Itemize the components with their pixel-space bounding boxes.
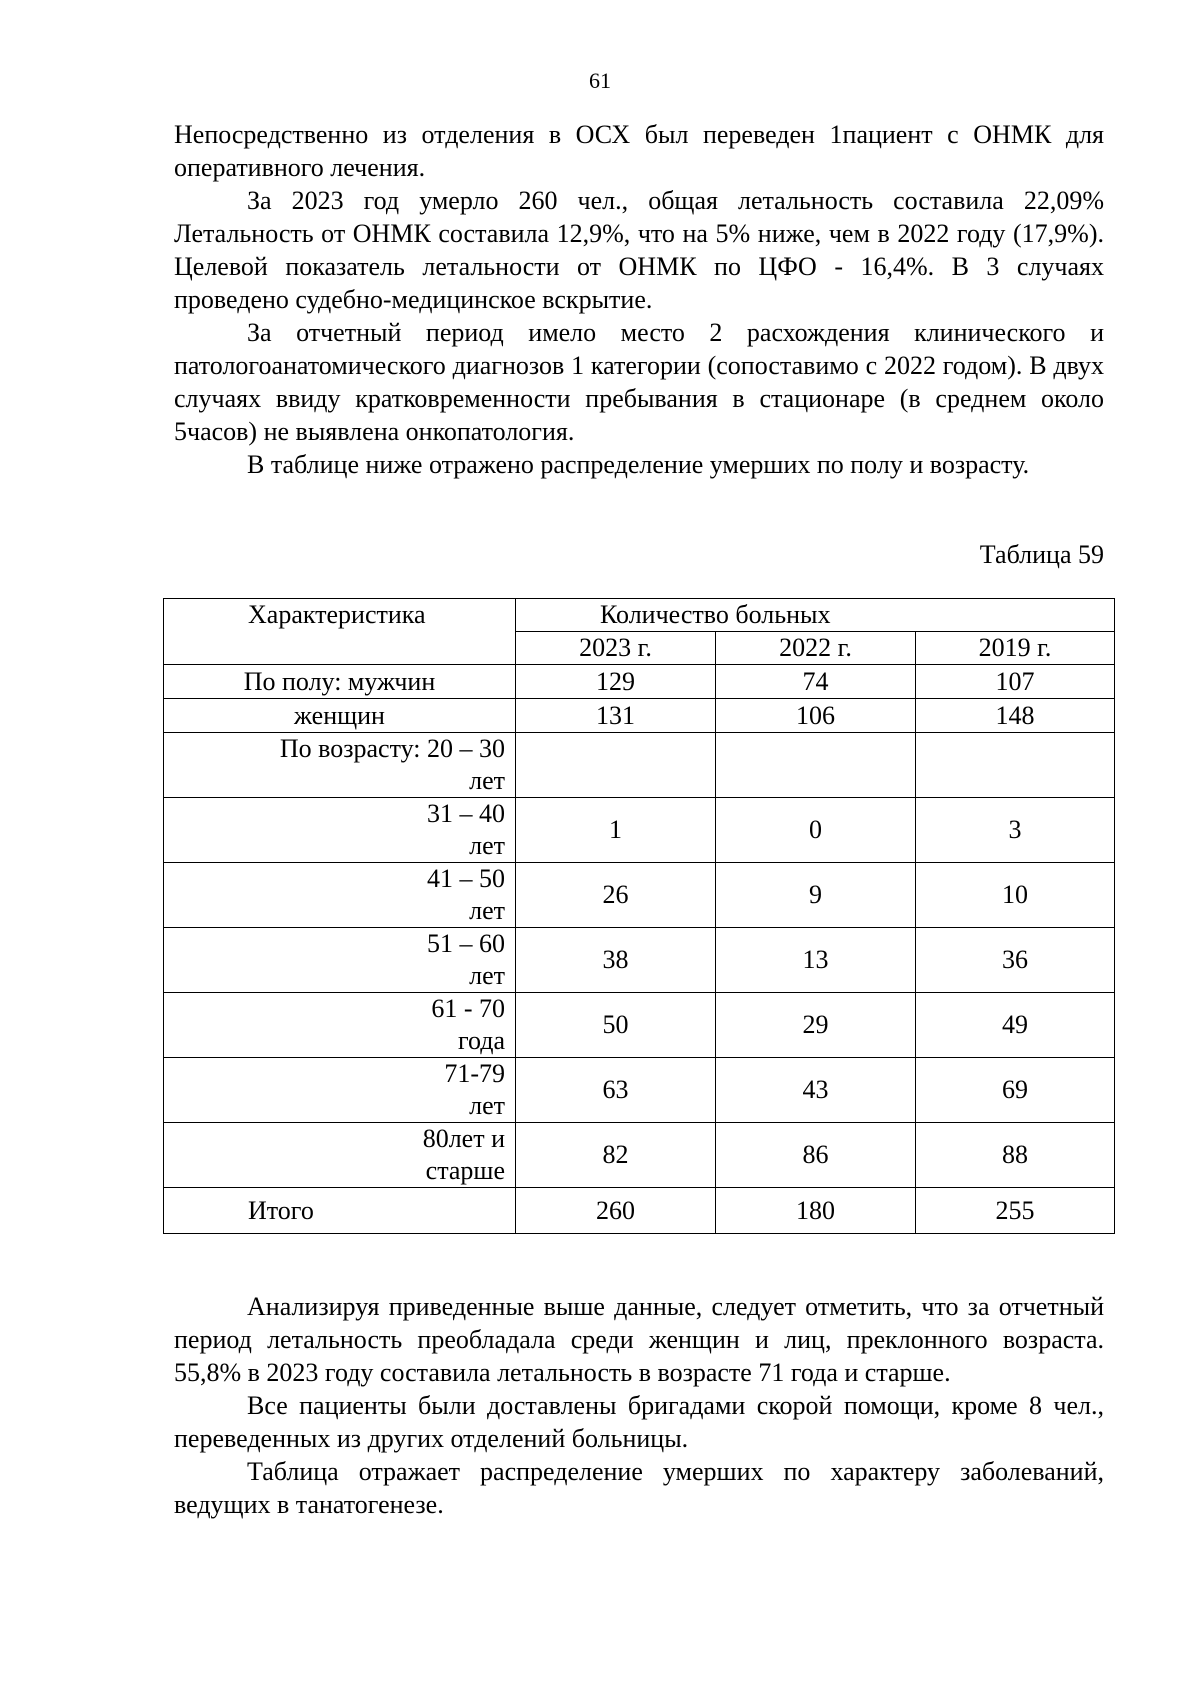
table-row xyxy=(164,1058,1115,1123)
table-row xyxy=(164,928,1115,993)
row-label-line: 51 – 60 xyxy=(427,929,505,958)
table-row xyxy=(164,699,1115,733)
cell: 86 xyxy=(716,1123,916,1188)
header-year: 2019 г. xyxy=(916,632,1115,665)
table-header-row xyxy=(164,599,1115,632)
cell: 49 xyxy=(916,993,1115,1058)
page-number: 61 xyxy=(589,68,611,93)
row-label-line: старше xyxy=(425,1156,505,1185)
cell: 255 xyxy=(916,1188,1115,1234)
header-patient-count: Количество больных xyxy=(516,599,1115,632)
cell: 9 xyxy=(716,863,916,928)
body-text-bottom xyxy=(174,1290,1104,1521)
cell: 129 xyxy=(516,665,716,699)
row-label xyxy=(164,1058,516,1123)
cell: 131 xyxy=(516,699,716,733)
paragraph: Все пациенты были доставлены бригадами скорой помощи, кроме 8 чел., переведенных из других отделений больницы. xyxy=(174,1391,1104,1453)
row-label xyxy=(164,1123,516,1188)
cell: 88 xyxy=(916,1123,1115,1188)
paragraph: Непосредственно из отделения в ОСХ был переведен 1пациент с ОНМК для оперативного лечения. xyxy=(174,120,1104,182)
cell: 43 xyxy=(716,1058,916,1123)
paragraph: Таблица отражает распределение умерших по характеру заболеваний, ведущих в танатогенезе. xyxy=(174,1457,1104,1519)
row-label-line: 80лет и xyxy=(422,1124,505,1153)
table-caption: Таблица 59 xyxy=(979,540,1104,569)
body-text-top xyxy=(174,118,1104,481)
cell: 36 xyxy=(916,928,1115,993)
cell xyxy=(516,733,716,798)
cell: 180 xyxy=(716,1188,916,1234)
header-year: 2022 г. xyxy=(716,632,916,665)
row-label-line: лет xyxy=(469,1091,505,1120)
row-label xyxy=(164,928,516,993)
table-row xyxy=(164,993,1115,1058)
cell: 38 xyxy=(516,928,716,993)
row-label xyxy=(164,863,516,928)
cell: 29 xyxy=(716,993,916,1058)
cell xyxy=(716,733,916,798)
row-label xyxy=(164,993,516,1058)
cell: 69 xyxy=(916,1058,1115,1123)
cell: 1 xyxy=(516,798,716,863)
cell: 0 xyxy=(716,798,916,863)
row-label xyxy=(164,733,516,798)
row-label-line: лет xyxy=(469,766,505,795)
row-label-line: 31 – 40 xyxy=(427,799,505,828)
table-row xyxy=(164,1123,1115,1188)
cell: 3 xyxy=(916,798,1115,863)
row-label-line: По возрасту: 20 – 30 xyxy=(279,734,505,763)
paragraph: В таблице ниже отражено распределение умерших по полу и возрасту. xyxy=(247,450,1030,479)
cell: 82 xyxy=(516,1123,716,1188)
cell: 260 xyxy=(516,1188,716,1234)
cell: 10 xyxy=(916,863,1115,928)
row-label: По полу: мужчин xyxy=(164,665,516,699)
paragraph: Анализируя приведенные выше данные, следует отметить, что за отчетный период летальность преобладала среди женщин и лиц, преклонного возраста. 55,8% в 2023 году составила летальность в возрасте 71 года и старше. xyxy=(174,1292,1104,1387)
cell: 148 xyxy=(916,699,1115,733)
table-row xyxy=(164,798,1115,863)
cell: 50 xyxy=(516,993,716,1058)
cell: 74 xyxy=(716,665,916,699)
paragraph: За 2023 год умерло 260 чел., общая летальность составила 22,09% Летальность от ОНМК составила 12,9%, что на 5% ниже, чем в 2022 году (17,9%). Целевой показатель летальности от ОНМК по ЦФО - 16,4%. В 3 случаях проведено судебно-медицинское вскрытие. xyxy=(174,186,1104,314)
cell: 106 xyxy=(716,699,916,733)
row-label: женщин xyxy=(164,699,516,733)
header-characteristic: Характеристика xyxy=(164,599,516,665)
table-row xyxy=(164,733,1115,798)
mortality-table xyxy=(163,598,1115,1234)
row-label-line: года xyxy=(457,1026,505,1055)
header-year: 2023 г. xyxy=(516,632,716,665)
table-row xyxy=(164,863,1115,928)
row-label-line: лет xyxy=(469,896,505,925)
row-label-line: 71-79 xyxy=(444,1059,505,1088)
paragraph: За отчетный период имело место 2 расхождения клинического и патологоанатомического диагнозов 1 категории (сопоставимо с 2022 годом). В двух случаях ввиду кратковременности пребывания в стационаре (в среднем около 5часов) не выявлена онкопатология. xyxy=(174,318,1104,446)
cell xyxy=(916,733,1115,798)
row-label-line: 41 – 50 xyxy=(427,864,505,893)
row-label-line: лет xyxy=(469,961,505,990)
cell: 13 xyxy=(716,928,916,993)
row-label-line: лет xyxy=(469,831,505,860)
table-row xyxy=(164,665,1115,699)
cell: 26 xyxy=(516,863,716,928)
row-label-line: 61 - 70 xyxy=(431,994,505,1023)
cell: 107 xyxy=(916,665,1115,699)
row-label xyxy=(164,798,516,863)
row-label: Итого xyxy=(164,1188,516,1234)
cell: 63 xyxy=(516,1058,716,1123)
table-total-row xyxy=(164,1188,1115,1234)
